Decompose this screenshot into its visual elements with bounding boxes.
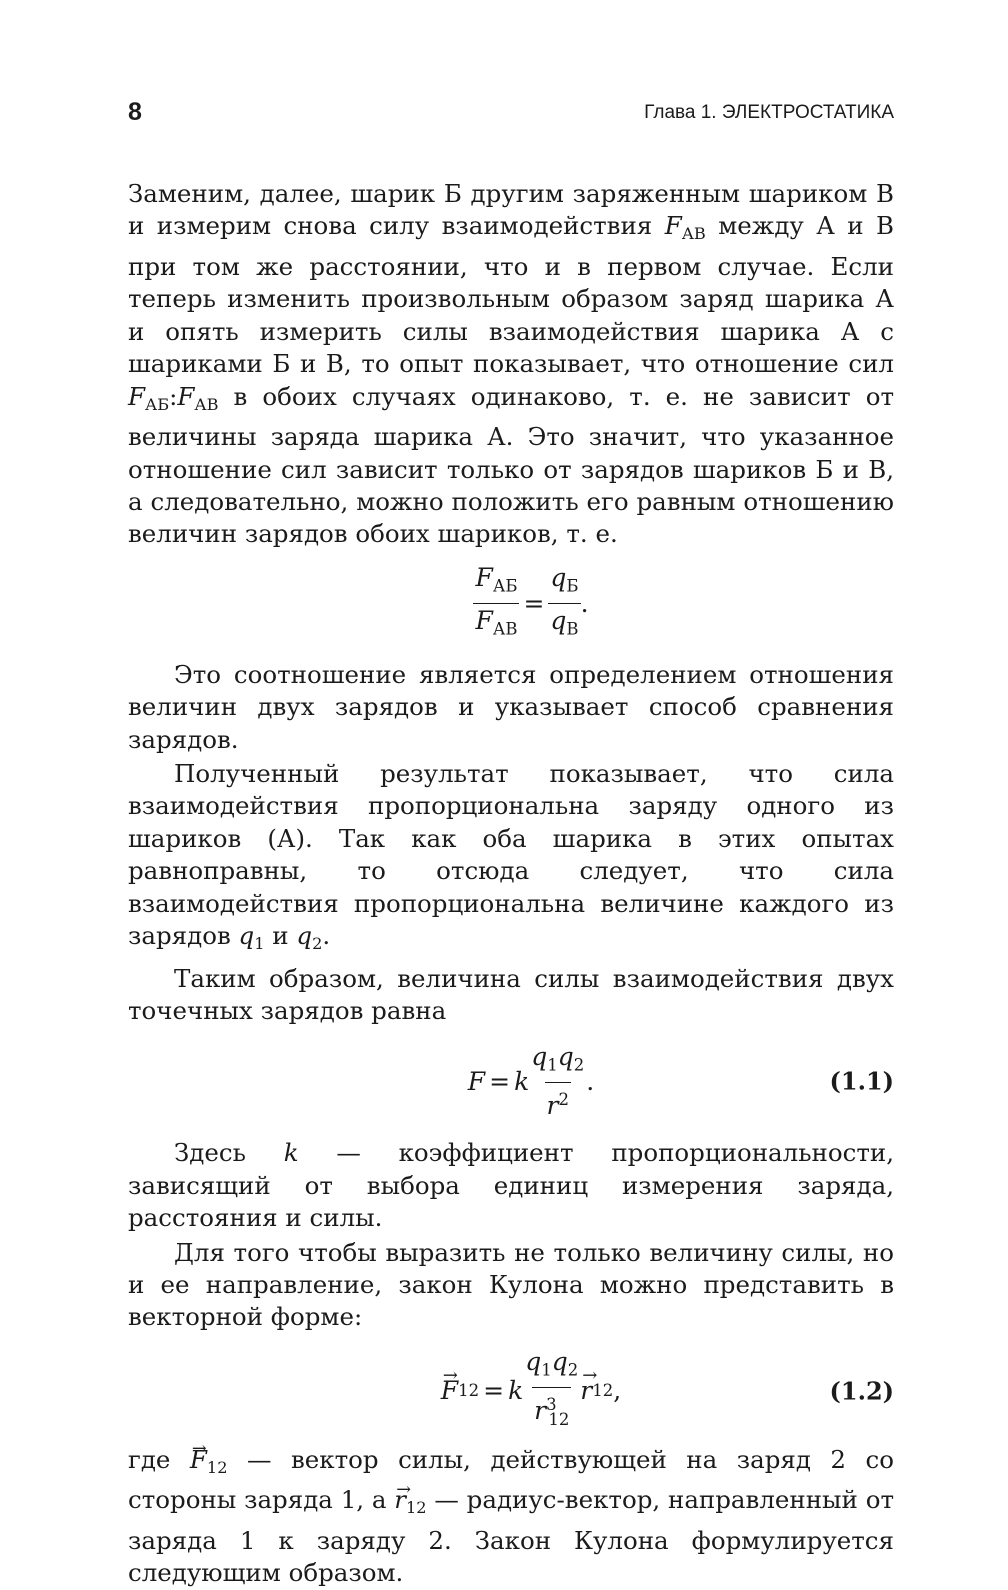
equation-number: (1.2): [829, 1376, 894, 1406]
paragraph-2: Это соотношение является определением отношения величин двух зарядов и указывает способ сравнения зарядов.: [128, 659, 894, 754]
force-ratio-fraction: $\frac{F_{АБ}}{F_{АВ}}$: [473, 564, 519, 644]
paragraph-1: Заменим, далее, шарик Б другим заряженным шариком В и измерим снова силу взаимодействия $F_{АВ}$ между А и В при том же расстоянии, что и в первом случае. Если теперь изменить произвольным образом заряд шарика А и опять измерить силы взаимодействия шарика А с шариками Б и В, то опыт показывает, что отношение сил $F_{АБ}:F_{АВ}$ в обоих случаях одинаково, т. е. не зависит от величины заряда шарика А. Это значит, что указанное отношение сил зависит только от зарядов шариков Б и В, а следовательно, можно положить его равным отношению величин зарядов обоих шариков, т. е.: [128, 179, 894, 549]
equation-number: (1.1): [829, 1066, 894, 1096]
page-number: 8: [128, 98, 142, 126]
paragraph-7: где → $F_{12}$ — вектор силы, действующей на заряд 2 со стороны заряда 1, $а \to r_{12}$ — радиус-вектор, направленный от заряда 1 к заряду 2. Закон Кулона формулируется следующим образом.: [128, 1444, 894, 1590]
paragraph-5: Здесь k — коэффициент пропорциональности, зависящий от выбора единиц измерения заряда, расстояния и силы.: [128, 1138, 895, 1233]
formula-1-1: F = k $\frac{q_1q_2}{r^2}$ . (1.1): [467, 1041, 894, 1121]
coulomb-fraction: $\frac{q_1q_2}{r^2}$: [531, 1041, 585, 1121]
formula-1-2: → F 12 = k $\frac{q_1q_2}{r^3_{12}}$ → r 12 , (1.2): [128, 1344, 894, 1438]
charge-ratio-fraction: $\frac{q_Б}{q_В}$: [548, 564, 580, 644]
page-body: [128, 178, 894, 1590]
paragraph-3: Полученный результат показывает, что сила взаимодействия пропорциональна заряду одного из шариков (А). Так как оба шарика в этих опытах равноправны, то отсюда следует, что сила взаимодействия пропорциональна величине каждого из зарядов $q_1$ и $q_2$.: [128, 759, 894, 954]
paragraph-6: Для того чтобы выразить не только величину силы, но и ее направление, закон Кулона можно представить в векторной форме:: [128, 1237, 894, 1332]
radius-vector-symbol: → r: [580, 1376, 592, 1405]
formula-charge-ratio: $\frac{F_{АБ}}{F_{АВ}}$ = $\frac{q_Б}{q_В}$ .: [128, 561, 894, 647]
paragraph-4: Таким образом, величина силы взаимодействия двух точечных зарядов равна: [128, 963, 894, 1026]
running-header: [128, 98, 894, 138]
force-vector-symbol: → F: [441, 1376, 458, 1405]
vector-coulomb-fraction: $\frac{q_1q_2}{r^3_{12}}$: [523, 1348, 580, 1434]
chapter-title: Глава 1. ЭЛЕКТРОСТАТИКА: [644, 102, 894, 123]
